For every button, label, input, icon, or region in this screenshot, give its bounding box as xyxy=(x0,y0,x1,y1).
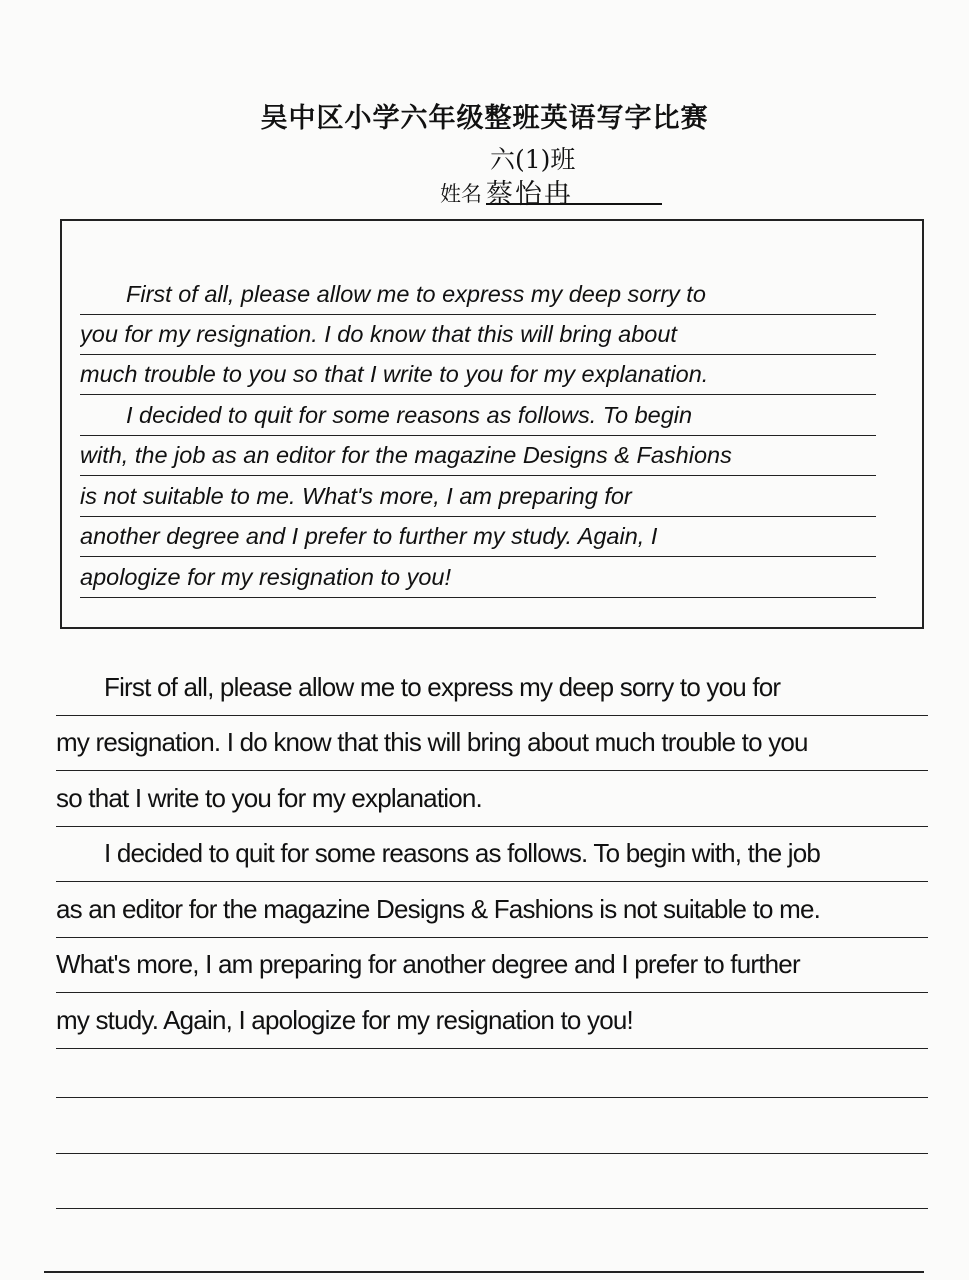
name-label: 姓名 xyxy=(440,182,482,206)
handwriting-line: What's more, I am preparing for another degree and I prefer to further xyxy=(56,936,928,993)
name-underline xyxy=(486,203,662,205)
sample-line: First of all, please allow me to express my deep sorry to xyxy=(80,274,876,315)
sample-line: I decided to quit for some reasons as follows. To begin xyxy=(80,395,876,436)
class-label: 六(1)班 xyxy=(490,145,576,174)
handwriting-line: my study. Again, I apologize for my resignation to you! xyxy=(56,992,928,1049)
bottom-rule xyxy=(44,1271,924,1273)
sample-line: is not suitable to me. What's more, I am preparing for xyxy=(80,476,876,517)
handwriting-line: First of all, please allow me to express my deep sorry to you for xyxy=(56,659,928,716)
name-value: 蔡怡冉 xyxy=(486,179,573,210)
blank-ruled-line xyxy=(56,1097,928,1154)
blank-ruled-line xyxy=(56,1041,928,1098)
handwriting-line: so that I write to you for my explanation. xyxy=(56,770,928,827)
blank-ruled-line xyxy=(56,1152,928,1209)
sample-line: another degree and I prefer to further my study. Again, I xyxy=(80,516,876,557)
handwriting-line: I decided to quit for some reasons as follows. To begin with, the job xyxy=(56,825,928,882)
handwriting-line: as an editor for the magazine Designs & Fashions is not suitable to me. xyxy=(56,881,928,938)
sample-line: you for my resignation. I do know that this will bring about xyxy=(80,314,876,355)
sample-line: with, the job as an editor for the magazine Designs & Fashions xyxy=(80,435,876,476)
page-title: 吴中区小学六年级整班英语写字比赛 xyxy=(260,103,709,134)
handwriting-line: my resignation. I do know that this will bring about much trouble to you xyxy=(56,714,928,771)
name-row xyxy=(440,176,670,210)
sample-line: apologize for my resignation to you! xyxy=(80,557,876,598)
sample-line: much trouble to you so that I write to you for my explanation. xyxy=(80,354,876,395)
